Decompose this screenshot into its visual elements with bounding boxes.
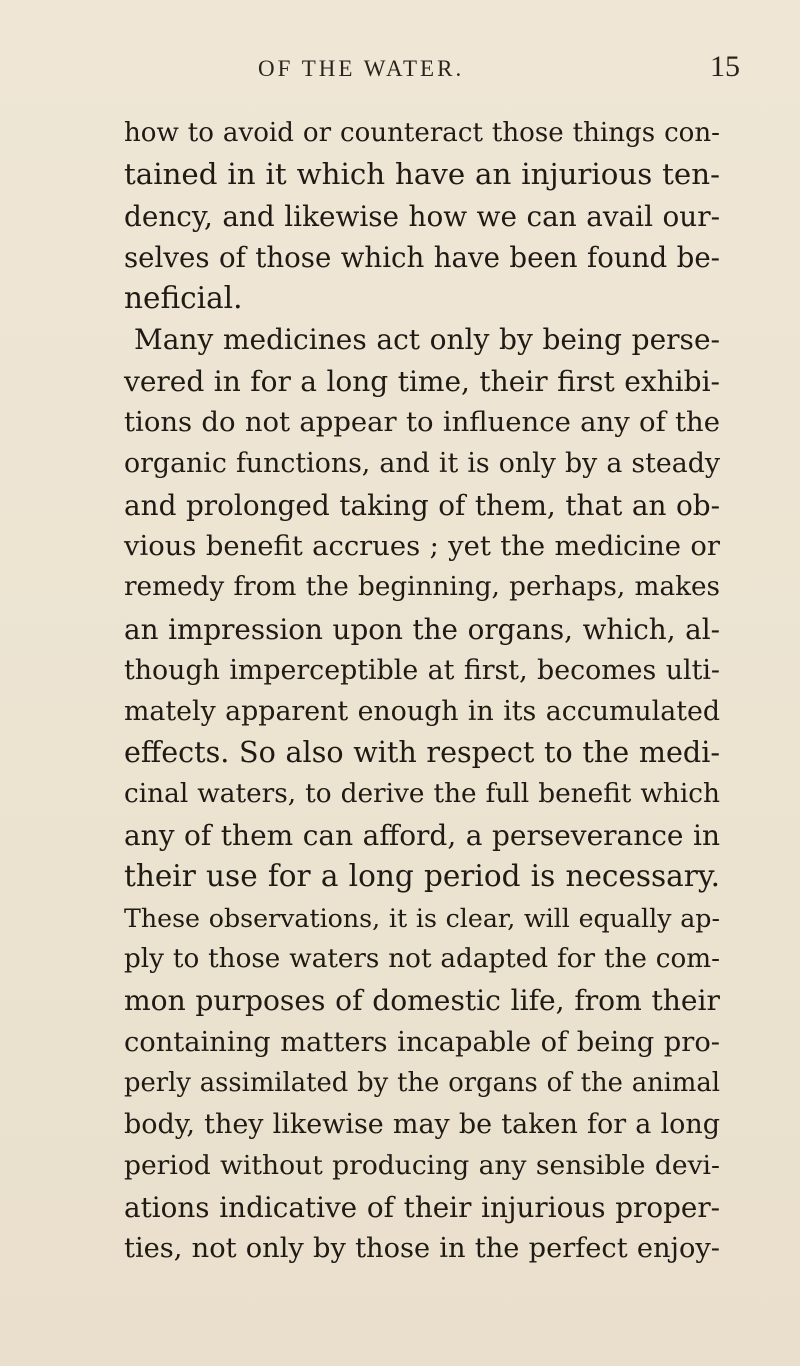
paragraph-start-line: Many medicines act only by being perse- xyxy=(134,323,720,357)
running-title: OF THE WATER. xyxy=(258,56,465,81)
text-line: These observations, it is clear, will equally ap- xyxy=(124,903,720,933)
text-line: period without producing any sensible devi- xyxy=(124,1150,720,1182)
text-line: selves of those which have been found be- xyxy=(124,240,720,274)
text-line: ties, not only by those in the perfect enjoy- xyxy=(124,1233,720,1265)
text-line: mately apparent enough in its accumulated xyxy=(124,696,720,728)
text-line: body, they likewise may be taken for a long xyxy=(124,1109,720,1141)
text-line: containing matters incapable of being pro- xyxy=(124,1026,720,1058)
text-line: perly assimilated by the organs of the animal xyxy=(124,1067,720,1098)
body-text xyxy=(124,113,720,1269)
text-line: and prolonged taking of them, that an ob- xyxy=(124,488,720,522)
text-line: dency, and likewise how we can avail our- xyxy=(124,199,720,233)
text-line: organic functions, and it is only by a steady xyxy=(124,448,720,480)
text-line: ply to those waters not adapted for the com- xyxy=(124,943,720,974)
page-number: 15 xyxy=(710,50,740,83)
text-line: their use for a long period is necessary. xyxy=(124,859,720,894)
text-line: though imperceptible at first, becomes ulti- xyxy=(124,654,720,686)
text-line: mon purposes of domestic life, from their xyxy=(124,984,720,1018)
text-line: vious benefit accrues ; yet the medicine or xyxy=(124,530,720,562)
text-line: effects. So also with respect to the medi- xyxy=(124,735,720,770)
text-line: remedy from the beginning, perhaps, makes xyxy=(124,572,720,603)
text-line: an impression upon the organs, which, al- xyxy=(124,612,720,646)
text-line: vered in for a long time, their first exhibi- xyxy=(124,364,720,398)
text-line: any of them can afford, a perseverance in xyxy=(124,819,720,853)
text-line: ations indicative of their injurious proper- xyxy=(124,1190,720,1224)
text-line: tained in it which have an injurious ten- xyxy=(124,157,720,192)
text-line: cinal waters, to derive the full benefit which xyxy=(124,778,720,809)
text-line: tions do not appear to influence any of the xyxy=(124,407,720,439)
text-line: neficial. xyxy=(124,281,243,316)
text-line: how to avoid or counteract those things con- xyxy=(124,118,720,148)
